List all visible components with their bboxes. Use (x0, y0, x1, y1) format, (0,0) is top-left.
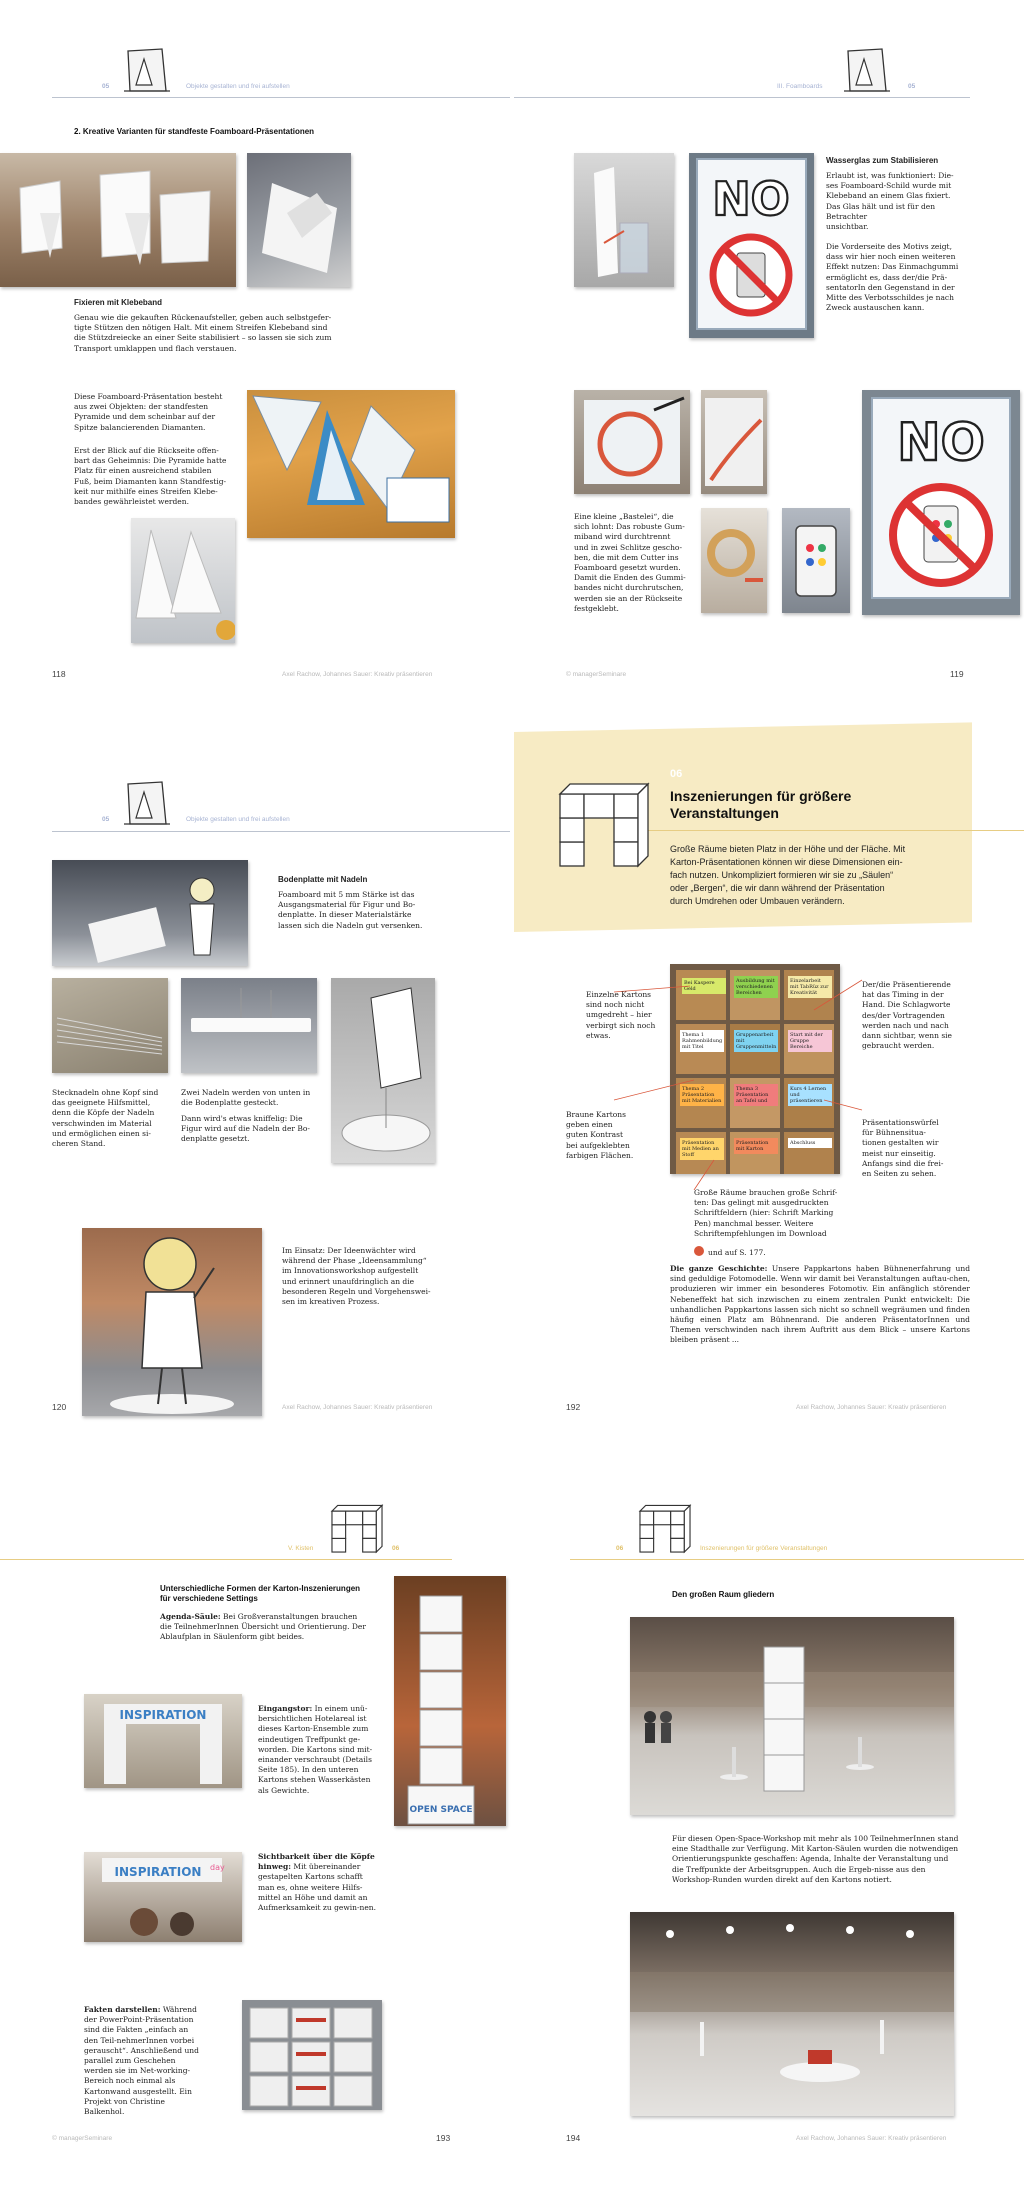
annotation-fonts: Große Räume brauchen große Schrif- ten: Das gelingt mit ausgedruckten Schriftfeldern (hier: Schrift Marking Pen) manchmal besser. Weitere Schriftempfehlungen im Download (694, 1188, 838, 1238)
day-text: day (210, 1863, 225, 1872)
page-footer: Axel Rachow, Johannes Sauer: Kreativ präsentieren (282, 671, 433, 678)
chapter-title: Inszenierungen für größere Veranstaltungen (670, 788, 852, 821)
header-chapter-title: III. Foamboards (777, 83, 823, 90)
photo-phone-insert (782, 508, 850, 613)
caption-pins-inserted: Zwei Nadeln werden von unten in die Bodenplatte gesteckt. (181, 1088, 311, 1108)
page-footer: © managerSeminare (566, 671, 627, 678)
paragraph-baseplate: Foamboard mit 5 mm Stärke ist das Ausgangsmaterial für Figur und Bo- denplatte. In dieser Materialstärke lassen sich die Nadeln gut versenken. (278, 890, 423, 930)
header-chapter-title: Objekte gestalten und frei aufstellen (186, 816, 290, 823)
photo-glass-stand (574, 153, 674, 287)
paragraph-glass: Erlaubt ist, was funktioniert: Die- ses Foamboard-Schild wurde mit Klebeband an einem Glas fixiert. Das Glas hält und ist für den Betrachter unsichtbar. (826, 171, 954, 232)
inspiration-banner-text: INSPIRATION (119, 1708, 207, 1722)
photo-foamboard-stands (0, 153, 236, 287)
header-chapter-number: 06 (392, 1545, 400, 1552)
photo-carton-wall-facts (242, 2000, 382, 2110)
chapter-intro: Große Räume bieten Platz in der Höhe und der Fläche. Mit Karton-Präsentationen können wir diese Dimensionen ein- fach nutzen. Unkompliziert formieren wir sie zu „Säulen“ oder „Bergen“, die wir dann während der Präsentation durch Umdrehen oder Umbauen verändern. (670, 844, 906, 906)
carton-arch-icon (636, 1502, 694, 1560)
page-number: 119 (950, 669, 964, 679)
photo-tape-hinge (247, 153, 351, 287)
annotation-fonts-tail: und auf S. 177. (694, 1240, 864, 1252)
subheading-baseplate: Bodenplatte mit Nadeln (278, 875, 368, 884)
header-rule (0, 1559, 452, 1560)
section-heading: Unterschiedliche Formen der Karton-Inszenierungen für verschiedene Settings (160, 1584, 361, 1603)
photo-no-sign (689, 153, 814, 338)
photo-pyramid-backside (131, 518, 235, 643)
header-rule (52, 97, 510, 98)
paragraph-story: Die ganze Geschichte: Unsere Pappkartons haben Bühnenerfahrung und sind geduldige Fotomodelle. Wenn wir damit bei Veranstaltungen auftau-chen, produzieren wir immer ein besonderes Fotomotiv. Ein anfänglich störender Nebeneffekt hat sich inzwischen zu einem zentralen Punkt entwickelt: Die unhandlichen Pappkartons lassen sich nicht so schnell wegräumen und finden häufig einen Platz am Bühnenrand. Die anderen PräsentatorInnen und Themen verschwinden nach ihrem Auftritt aus dem Blick – unsere Kartons bleiben präsent ... (670, 1264, 970, 1345)
page-number: 120 (52, 1402, 67, 1412)
page-number: 194 (566, 2133, 581, 2143)
photo-figure-mounting (331, 978, 435, 1163)
paragraph-secret: Erst der Blick auf die Rückseite offen- bart das Geheimnis: Die Pyramide hatte Platz für einen ausreichend stabilen Fuß, beim Diamanten kann Standfestig- keit nur mithilfe eines Streifen Klebe- bandes gewährleistet werden. (74, 446, 227, 507)
section-heading: Den großen Raum gliedern (672, 1590, 775, 1599)
caption-pins: Stecknadeln ohne Kopf sind das geeignete Hilfsmittel, denn die Köpfe der Nadeln verschwinden im Material und ermöglichen einen si- cheren Stand. (52, 1088, 159, 1149)
carton-label: Thema 1 Rahmenbildung mit Titel (682, 1032, 723, 1050)
carton-label: Thema 3 Präsentation an Tafel und (734, 1084, 778, 1106)
carton-label: Start mit der Gruppe Bereiche (788, 1030, 832, 1052)
photo-baseplate-figure (52, 860, 248, 966)
photo-hall-column (630, 1617, 954, 1815)
carton-label: Präsentation mit Medien an Stoff (680, 1138, 724, 1160)
header-rule (570, 1559, 1024, 1560)
carton-label: Abschluss (788, 1138, 832, 1148)
header-chapter-number: 05 (102, 83, 110, 90)
carton-label: Einzelarbeit mit TabRüz zur Kreativität (788, 976, 832, 998)
chapter-number: 06 (670, 768, 683, 780)
header-chapter-title: Inszenierungen für größere Veranstaltungen (700, 1545, 828, 1552)
photo-rubber-ring (574, 390, 690, 494)
photo-cutter-slit (701, 390, 767, 494)
carton-label: Thema 2 Präsentation mit Materialien (680, 1084, 724, 1106)
page-footer: Axel Rachow, Johannes Sauer: Kreativ präsentieren (796, 2135, 947, 2142)
download-icon[interactable] (694, 1246, 704, 1256)
page-number: 192 (566, 1402, 581, 1412)
paragraph-agenda: Agenda-Säule: Bei Großveranstaltungen brauchen die TeilnehmerInnen Übersicht und Orientierung. Der Ablaufplan in Säulenform gibt beides. (160, 1612, 366, 1642)
section-heading: 2. Kreative Varianten für standfeste Foamboard-Präsentationen (74, 127, 315, 136)
header-chapter-number: 06 (616, 1545, 624, 1552)
paragraph-facts: Fakten darstellen: Während der PowerPoint-Präsentation sind die Fakten „einfach an den Teil-nehmerInnen vorbei gerauscht“. Anschließend und parallel zum Geschehen werden sie im Net-working-Bereich noch einmal als Kartonwand ausgestellt. Ein Projekt von Christine Balkenhol. (84, 2005, 199, 2117)
paragraph-gate: Eingangstor: In einem unü-bersichtlichen Hotelareal ist dieses Karton-Ensemble zum eindeutigen Treffpunkt ge-worden. Die Kartons sind mit-einander verschraubt (Details Seite 185). In den unteren Kartons stehen Wasserkästen als Gewichte. (258, 1704, 373, 1795)
photo-pins-inserted (181, 978, 317, 1073)
banner-rule (640, 830, 1024, 831)
inspiration-banner-text: INSPIRATION (114, 1865, 202, 1879)
annotation-not-turned: Einzelne Kartons sind noch nicht umgedreht – hier verbirgt sich noch etwas. (586, 990, 656, 1040)
paragraph-rubber: Die Vorderseite des Motivs zeigt, dass wir hier noch einen weiteren Effekt nutzen: Das Einmachgummi ermöglicht es, dass der/die Prä- sentatorIn den Gegenstand in der Mitte des Verbotsschildes je nach Zweck austauschen kann. (826, 242, 959, 313)
no-sign-finished-text: NO (897, 413, 985, 473)
page-footer: © managerSeminare (52, 2135, 113, 2142)
header-rule (52, 831, 510, 832)
annotation-cube: Präsentationswürfel für Bühnensitua- tionen gestalten wir meist nur einseitig. Anfangs sind die frei- en Seiten zu sehen. (862, 1118, 944, 1179)
photo-pins (52, 978, 168, 1073)
photo-no-sign-finished (862, 390, 1020, 615)
paragraph-tinkering: Eine kleine „Bastelei“, die sich lohnt: Das robuste Gum- miband wird durchtrennt und in zwei Schlitze gescho- ben, die mit dem Cutter ins Foamboard gesetzt wurden. Damit die Enden des Gummi- bandes nicht durchrutschen, werden sie an der Rückseite festgeklebt. (574, 512, 686, 613)
header-chapter-number: 05 (908, 83, 916, 90)
subheading-tape: Fixieren mit Klebeband (74, 298, 163, 307)
foamboard-logo-icon (842, 45, 892, 95)
page-number: 118 (52, 669, 66, 679)
photo-visibility (84, 1852, 242, 1942)
caption-figure-mounting: Dann wird's etwas kniffelig: Die Figur wird auf die Nadeln der Bo- denplatte gesetzt. (181, 1114, 310, 1144)
page-footer: Axel Rachow, Johannes Sauer: Kreativ präsentieren (796, 1404, 947, 1411)
header-chapter-number: 05 (102, 816, 110, 823)
page-footer: Axel Rachow, Johannes Sauer: Kreativ präsentieren (282, 1404, 433, 1411)
carton-arch-icon (556, 778, 652, 880)
photo-pyramid-diamond (247, 390, 455, 538)
no-sign-text: NO (712, 172, 790, 226)
caption-idea-guardian: Im Einsatz: Der Ideenwächter wird während der Phase „Ideensammlung“ im Innovationsworkshop aufgestellt und erinnert unaufdringlich an die besonderen Regeln und Vorgehenswei- sen im kreativen Prozess. (282, 1246, 431, 1307)
annotation-timing: Der/die Präsentierende hat das Timing in der Hand. Die Schlagworte des/der Vortragenden werden nach und nach dann sichtbar, wenn sie gebraucht werden. (862, 980, 952, 1051)
paragraph-big-room: Für diesen Open-Space-Workshop mit mehr als 100 TeilnehmerInnen stand eine Stadthalle zur Verfügung. Mit Karton-Säulen wurden die notwendigen Orientierungspunkte geschaffen: Agenda, Inhalte der Veranstaltung und die Treffpunkte der Arbeitsgruppen. Auch die Ergeb-nisse aus den Workshop-Runden wurden direkt auf den Kartons notiert. (672, 1834, 959, 1884)
photo-entrance-gate (84, 1694, 242, 1788)
paragraph-tape: Genau wie die gekauften Rückenaufsteller, geben auch selbstgefer- tigte Stützen den nötigen Halt. Mit einem Streifen Klebeband sind die Stützdreiecke an einer Seite stabilisiert – so lassen sie sich zum Transport umklappen und flach verstauen. (74, 313, 332, 353)
subheading-glass: Wasserglas zum Stabilisieren (826, 156, 939, 165)
foamboard-logo-icon (122, 45, 172, 95)
photo-idea-guardian (82, 1228, 262, 1416)
header-chapter-title: Objekte gestalten und frei aufstellen (186, 83, 290, 90)
carton-arch-icon (328, 1502, 386, 1560)
carton-label: Bei Kaspere Geld (682, 978, 726, 994)
page-number: 193 (436, 2133, 451, 2143)
header-rule (514, 97, 970, 98)
header-chapter-title: V. Kisten (288, 1545, 314, 1552)
carton-label: Kurs 4 Lernen und präsentieren (788, 1084, 832, 1106)
carton-label: Präsentation mit Karton (734, 1138, 778, 1154)
paragraph-visibility: Sichtbarkeit über die Köpfe hinweg: Mit übereinander gestapelten Kartons schafft man es, ohne weitere Hilfs-mittel an Höhe und damit an Aufmerksamkeit zu gewin-nen. (258, 1852, 376, 1913)
photo-tape-roll (701, 508, 767, 613)
paragraph-pyramid: Diese Foamboard-Präsentation besteht aus zwei Objekten: der standfesten Pyramide und dem scheinbar auf der Spitze balancierenden Diamanten. (74, 392, 223, 432)
carton-label: Ausbildung mit verschiedenen Bereichen (734, 976, 778, 998)
photo-hall-wide (630, 1912, 954, 2116)
foamboard-logo-icon (122, 778, 172, 828)
annotation-brown-cartons: Braune Kartons geben einen guten Kontrast bei aufgeklebten farbigen Flächen. (566, 1110, 634, 1160)
open-space-text: OPEN SPACE (409, 1805, 473, 1815)
carton-label: Gruppenarbeit mit Gruppenmitteln (736, 1032, 777, 1050)
photo-agenda-column (394, 1576, 506, 1826)
